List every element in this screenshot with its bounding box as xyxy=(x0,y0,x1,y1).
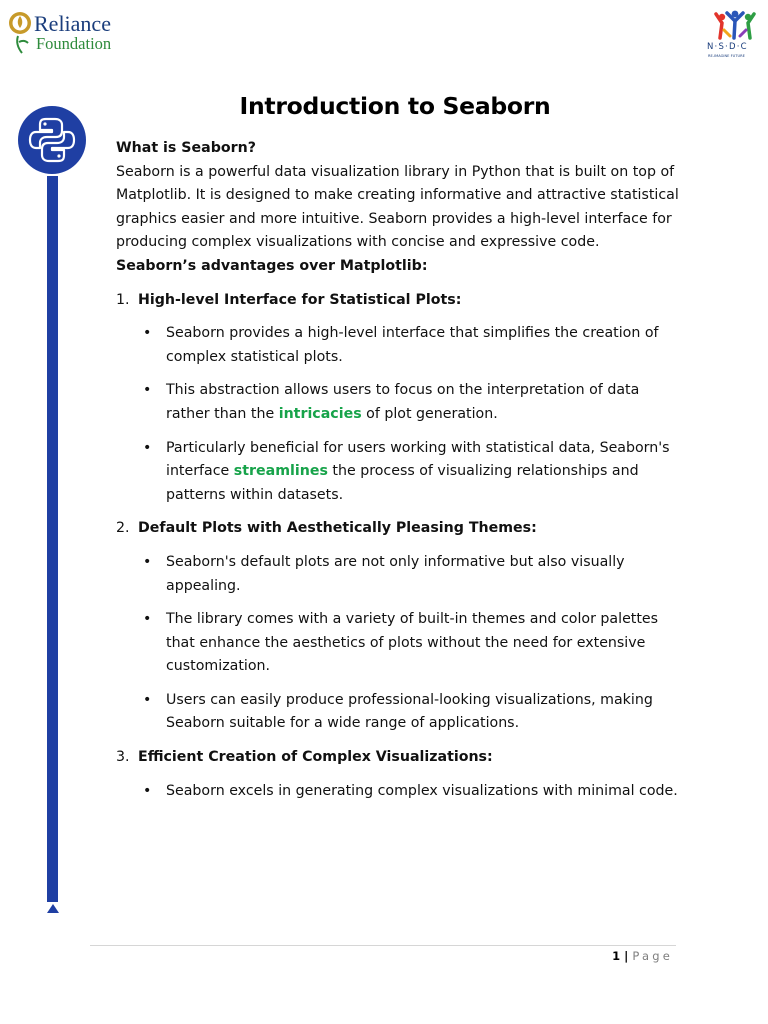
python-logo-icon xyxy=(18,106,86,174)
list-item xyxy=(116,379,686,426)
section-number: 3. xyxy=(116,749,130,766)
list-item xyxy=(116,780,686,804)
list-item xyxy=(116,608,686,679)
section-1-heading xyxy=(116,289,686,313)
section-number: 2. xyxy=(116,520,130,537)
bullet-icon: • xyxy=(143,382,152,399)
section-heading-text: Efficient Creation of Complex Visualizations: xyxy=(138,749,493,766)
side-accent-bar xyxy=(47,176,58,902)
bullet-icon: • xyxy=(143,439,152,456)
bullet-text: Particularly beneficial for users working with statistical data, Seaborn's interface xyxy=(166,439,670,480)
bullet-text: Seaborn provides a high-level interface that simplifies the creation of complex statistical plots. xyxy=(166,325,659,365)
bullet-text: The library comes with a variety of built-in themes and color palettes that enhance the aesthetics of plots without the need for extensive customization. xyxy=(166,611,659,675)
document-body xyxy=(116,137,686,803)
list-item xyxy=(116,437,686,508)
page-number: 1 xyxy=(612,949,621,963)
list-item xyxy=(116,551,686,598)
footer-divider xyxy=(90,945,676,946)
nsdc-people-icon xyxy=(702,8,766,44)
nsdc-tagline: RE-IMAGINE FUTURE xyxy=(708,54,745,58)
bullet-icon: • xyxy=(143,691,152,708)
page-title: Introduction to Seaborn xyxy=(239,92,551,120)
advantages-heading: Seaborn’s advantages over Matplotlib: xyxy=(116,257,428,274)
page-footer xyxy=(560,948,673,964)
intro-paragraph: Seaborn is a powerful data visualization library in Python that is built on top of Matplotlib. It is designed to make creating informative and attractive statistical graphics easier and more intuitive. Seaborn provides a high-level interface for producing complex visualizations with concise and expressive code. xyxy=(116,163,679,251)
triangle-up-icon xyxy=(46,903,60,914)
bullet-text: the process of visualizing relationships and patterns within datasets. xyxy=(166,463,639,503)
bullet-icon: • xyxy=(143,553,152,570)
page-label: Page xyxy=(632,949,673,963)
what-heading: What is Seaborn? xyxy=(116,140,256,156)
bullet-icon: • xyxy=(143,325,152,342)
section-3-heading xyxy=(116,746,686,770)
bullet-icon: • xyxy=(143,611,152,628)
section-heading-text: High-level Interface for Statistical Plots: xyxy=(138,291,462,308)
list-item xyxy=(116,322,686,369)
reliance-flame-icon xyxy=(6,10,36,56)
bullet-text: Users can easily produce professional-looking visualizations, making Seaborn suitable for a wide range of applications. xyxy=(166,691,653,732)
bullet-text: of plot generation. xyxy=(361,405,498,422)
bullet-icon: • xyxy=(143,782,152,799)
highlight-term: intricacies xyxy=(278,405,362,422)
highlight-term: streamlines xyxy=(233,463,328,480)
logo-subtitle: Foundation xyxy=(36,34,112,53)
section-heading-text: Default Plots with Aesthetically Pleasing Themes: xyxy=(138,520,537,537)
logo-name: Reliance xyxy=(34,11,111,36)
bullet-text: This abstraction allows users to focus on the interpretation of data rather than the xyxy=(166,382,640,422)
bullet-text: Seaborn's default plots are not only informative but also visually appealing. xyxy=(166,553,625,594)
section-number: 1. xyxy=(116,291,130,308)
page-separator: | xyxy=(624,949,629,963)
nsdc-letters: N·S·D·C xyxy=(707,42,748,52)
nsdc-logo xyxy=(702,8,766,64)
list-item xyxy=(116,689,686,736)
reliance-foundation-logo xyxy=(6,10,141,58)
section-2-heading xyxy=(116,517,686,541)
bullet-text: Seaborn excels in generating complex visualizations with minimal code. xyxy=(166,782,678,799)
python-badge xyxy=(18,106,86,174)
